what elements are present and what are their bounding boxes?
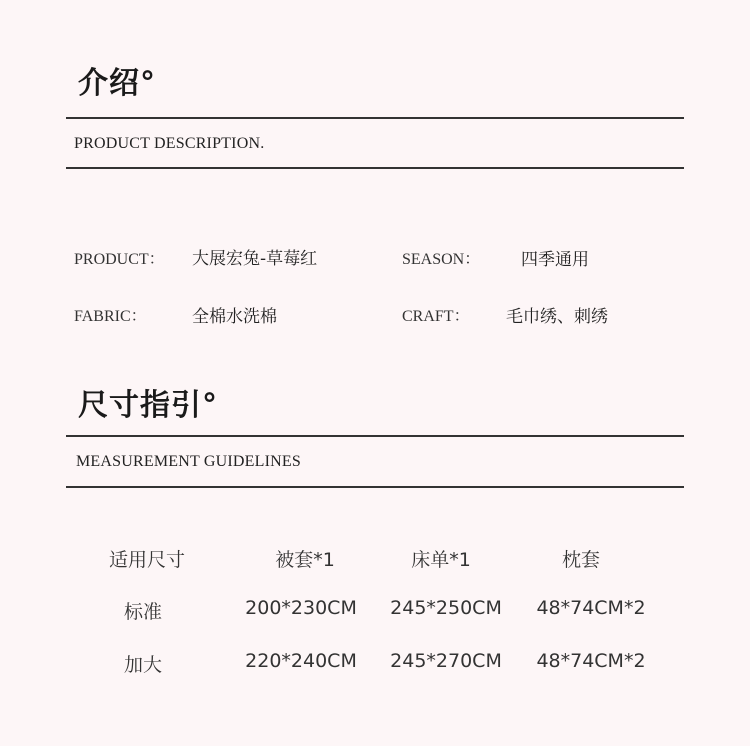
intro-subtitle: PRODUCT DESCRIPTION.	[74, 135, 265, 152]
table-cell: 245*250CM	[390, 597, 502, 619]
craft-label: CRAFT：	[402, 308, 470, 325]
table-cell: 200*230CM	[245, 597, 357, 619]
craft-value: 毛巾绣、刺绣	[506, 307, 608, 327]
product-value: 大展宏兔-草莓红	[192, 249, 318, 269]
divider	[66, 435, 684, 437]
intro-title: 介绍°	[78, 66, 156, 101]
table-header: 枕套	[561, 549, 600, 571]
table-cell: 加大	[123, 654, 162, 676]
table-cell: 48*74CM*2	[536, 597, 646, 619]
size-title: 尺寸指引°	[78, 388, 218, 423]
season-label: SEASON：	[402, 251, 481, 268]
divider	[66, 117, 684, 119]
table-header: 适用尺寸	[108, 549, 185, 571]
season-value: 四季通用	[521, 250, 589, 270]
fabric-label: FABRIC：	[74, 308, 147, 325]
divider	[66, 167, 684, 169]
table-cell: 245*270CM	[390, 650, 502, 672]
product-label: PRODUCT：	[74, 251, 165, 268]
table-header: 被套*1	[275, 549, 335, 571]
table-cell: 220*240CM	[245, 650, 357, 672]
table-cell: 48*74CM*2	[536, 650, 646, 672]
table-header: 床单*1	[411, 549, 471, 571]
divider	[66, 486, 684, 488]
table-cell: 标准	[123, 601, 162, 623]
fabric-value: 全棉水洗棉	[192, 307, 277, 327]
size-subtitle: MEASUREMENT GUIDELINES	[76, 453, 301, 470]
